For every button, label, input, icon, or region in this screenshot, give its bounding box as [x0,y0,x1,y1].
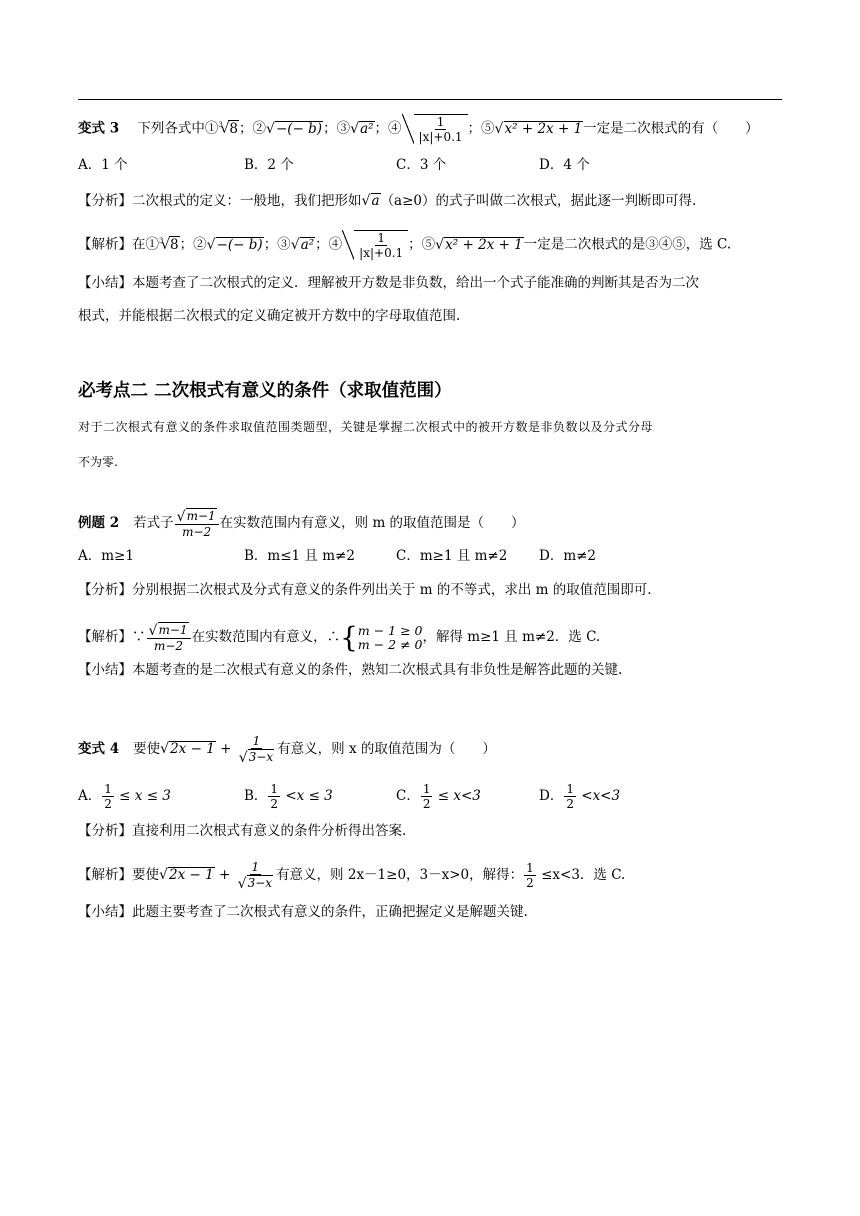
v3-solution: 【解析】在① √ 3 8；②√ −(− b)；③√ a²；④ $\frac{1}{|x|+0.1}$ ；⑤√ x² + 2x + 1一定是二次根式的是③④⑤，选 C. [78,230,731,260]
v3-option-c: C．3 个 [396,157,447,173]
ex2-solution: 【解析】∵ √ $\frac{m-1}{m-2}$ 在实数范围内有意义，∴{ m − 1 ≥ 0 m − 2 ≠ 0 ，解得 m≥1 且 m≠2．选 C. [78,622,600,653]
ex2-summary: 【小结】本题考查的是二次根式有意义的条件，熟知二次根式具有非负性是解答此题的关键. [78,662,623,678]
v3-option-b: B．2 个 [244,157,294,173]
v3-question: 变式 3 下列各式中① √ 3 8；②√ −(− b)；③√ a²；④ $\frac{1}{|x|+0.1}$ ；⑤√ x² + 2x + 1一定是二次根式的有（ ） [78,114,759,144]
sqrt-neg-b: √ −(− b) [266,119,323,139]
v3-summary-2: 根式，并能根据二次根式的定义确定被开方数中的字母取值范围. [78,308,461,324]
ex2-option-a: A．m≥1 [78,548,134,564]
cube-root-8: √ 3 8 [218,119,239,139]
ex2-question: 例题 2 若式子 √ $\frac{m-1}{m-2}$ 在实数范围内有意义，则 m 的取值范围是（ ） [78,508,525,539]
ex2-option-c: C．m≥1 且 m≠2 [396,548,508,564]
v3-options [78,155,590,175]
ex2-fraction: √ $\frac{m-1}{m-2}$ [175,508,219,539]
ex2-inequality-system: m − 1 ≥ 0 m − 2 ≠ 0 [357,622,423,652]
ex2-options [78,546,596,566]
header-rule [78,99,782,100]
ex2-option-d: D．m≠2 [539,548,597,564]
v3-summary-1: 【小结】本题考查了二次根式的定义．理解被开方数是非负数，给出一个式子能准确的判断其是否为二次 [78,275,699,291]
ex2-option-b: B．m≤1 且 m≠2 [244,548,355,564]
v3-option-a: A．1 个 [78,157,128,173]
sqrt-frac-abs-x: $\frac{1}{|x|+0.1}$ [402,114,468,144]
v4-option-d: D． $\frac{1}{2}$ <x<3 [539,782,621,811]
v4-summary: 【小结】此题主要考查了二次根式有意义的条件，正确把握定义是解题关键. [78,904,528,920]
v3-analysis: 【分析】二次根式的定义：一般地，我们把形如√ a（a≥0）的式子叫做二次根式，据此逐一判断即可得. [78,191,696,211]
v4-option-a: A． $\frac{1}{2}$ ≤ x ≤ 3 [78,782,171,811]
v4-solution: 【解析】要使√ 2x − 1 + 1 √ 3−x 有意义，则 2x－1≥0，3－x>0，解得： $\frac{1}{2}$ ≤x<3．选 C. [78,860,625,891]
sqrt-a-squared: √ a² [350,119,374,139]
v4-analysis: 【分析】直接利用二次根式有意义的条件分析得出答案. [78,823,407,839]
section-intro-1: 对于二次根式有意义的条件求取值范围类题型，关键是掌握二次根式中的被开方数是非负数以及分式分母 [78,420,654,434]
v4-question: 变式 4 要使√ 2x − 1 + 1 √ 3−x 有意义，则 x 的取值范围为（ ） [78,734,496,765]
v4-options [78,782,620,811]
v3-option-d: D．4 个 [539,157,590,173]
ex2-analysis: 【分析】分别根据二次根式及分式有意义的条件列出关于 m 的不等式，求出 m 的取值范围即可. [78,582,652,598]
sqrt-x2-2x-1: √ x² + 2x + 1 [495,119,584,139]
v4-option-b: B． $\frac{1}{2}$ <x ≤ 3 [244,782,333,811]
v3-label: 变式 3 [78,120,120,137]
section-title: 必考点二 二次根式有意义的条件（求取值范围） [78,381,452,401]
v4-option-c: C． $\frac{1}{2}$ ≤ x<3 [396,782,481,811]
sqrt-a: √ a [362,191,381,211]
section-intro-2: 不为零. [78,455,118,469]
